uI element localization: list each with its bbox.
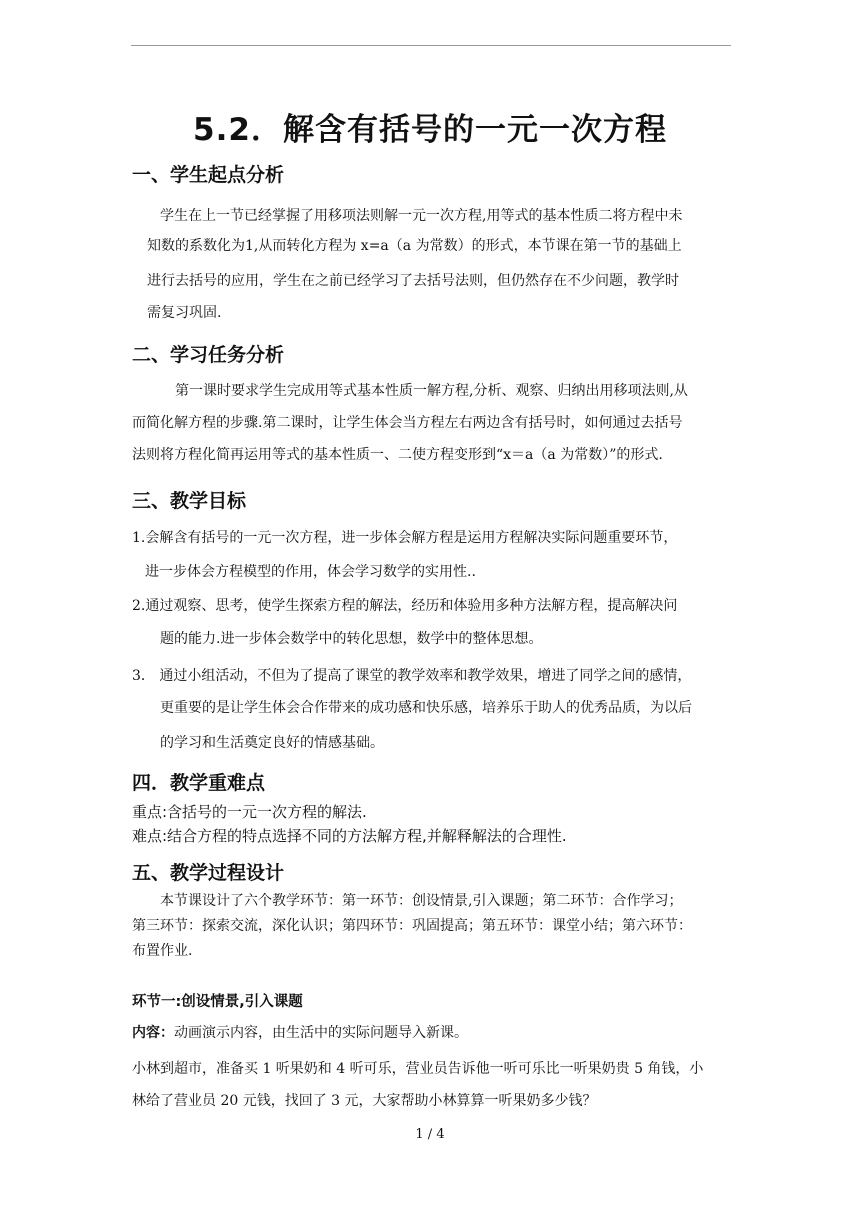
goal-line: 3． 通过小组活动，不但为了提高了课堂的教学效率和教学效果，增进了同学之间的感情，: [132, 668, 692, 684]
step1-problem-line: 小林到超市，准备买 1 听果奶和 4 听可乐，营业员告诉他一听可乐比一听果奶贵 5 角钱，小: [132, 1061, 704, 1077]
content-text: 动画演示内容，由生活中的实际问题导入新课。: [174, 1025, 468, 1041]
paragraph-line: 第一课时要求学生完成用等式基本性质一解方程,分析、观察、归纳出用移项法则,从: [175, 383, 688, 399]
step1-content-line: [132, 1018, 468, 1048]
key-point-line: 重点:含括号的一元一次方程的解法.: [132, 803, 367, 821]
content-label: 内容：: [132, 1025, 174, 1041]
section-heading-task-analysis: 二、学习任务分析: [132, 344, 285, 366]
goal-line: 题的能力.进一步体会数学中的转化思想，数学中的整体思想。: [160, 631, 543, 647]
document-title: 5.2．解含有括号的一元一次方程: [193, 112, 667, 148]
paragraph-line: 需复习巩固.: [147, 305, 222, 321]
goal-line: 更重要的是让学生体会合作带来的成功感和快乐感，培养乐于助人的优秀品质，为以后: [160, 700, 692, 716]
paragraph-line: 法则将方程化简再运用等式的基本性质一、二使方程变形到“x＝a（a 为常数）”的形式.: [132, 447, 663, 463]
goal-line: 1.会解含有括号的一元一次方程，进一步体会解方程是运用方程解决实际问题重要环节，: [132, 530, 678, 546]
difficulty-line: 难点:结合方程的特点选择不同的方法解方程,并解释解法的合理性.: [132, 827, 567, 845]
paragraph-line: 第三环节：探索交流，深化认识；第四环节：巩固提高；第五环节：课堂小结；第六环节：: [132, 918, 692, 934]
page-number: 1 / 4: [415, 1127, 445, 1142]
goal-line: 进一步体会方程模型的作用，体会学习数学的实用性..: [145, 564, 476, 580]
goal-line: 的学习和生活奠定良好的情感基础。: [160, 735, 384, 751]
step1-problem-line: 林给了营业员 20 元钱，找回了 3 元，大家帮助小林算算一听果奶多少钱？: [132, 1093, 597, 1109]
paragraph-line: 而简化解方程的步骤.第二课时，让学生体会当方程左右两边含有括号时，如何通过去括号: [132, 415, 683, 431]
header-rule: [131, 45, 731, 46]
step1-heading: 环节一:创设情景,引入课题: [132, 994, 303, 1010]
paragraph-line: 学生在上一节已经掌握了用移项法则解一元一次方程,用等式的基本性质二将方程中未: [160, 208, 683, 224]
section-heading-key-points: 四．教学重难点: [132, 772, 266, 794]
paragraph-line: 布置作业.: [132, 943, 193, 959]
section-heading-process-design: 五、教学过程设计: [132, 862, 285, 884]
section-heading-start-analysis: 一、学生起点分析: [132, 164, 285, 186]
paragraph-line: 本节课设计了六个教学环节：第一环节：创设情景,引入课题；第二环节：合作学习；: [160, 893, 683, 909]
paragraph-line: 进行去括号的应用，学生在之前已经学习了去括号法则，但仍然存在不少问题，教学时: [147, 273, 679, 289]
goal-line: 2.通过观察、思考，使学生探索方程的解法，经历和体验用多种方法解方程，提高解决问: [132, 598, 678, 614]
section-heading-teaching-goals: 三、教学目标: [132, 490, 247, 512]
paragraph-line: 知数的系数化为1,从而转化方程为 x=a（a 为常数）的形式，本节课在第一节的基础上: [147, 238, 682, 254]
